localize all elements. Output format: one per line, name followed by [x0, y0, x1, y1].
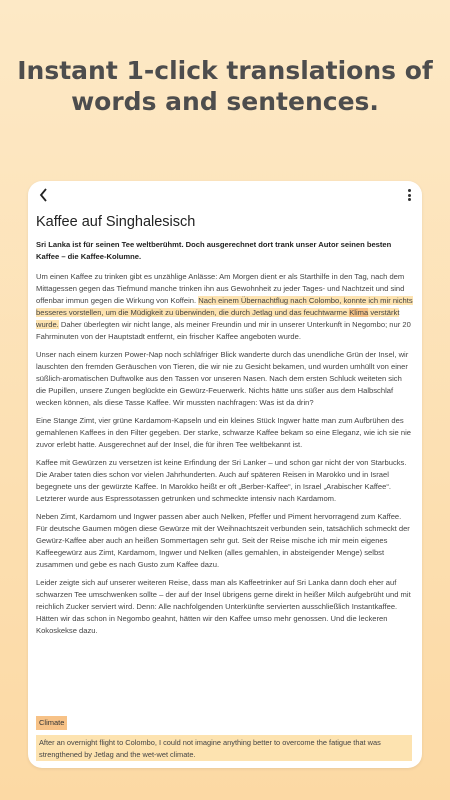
translation-panel [28, 711, 422, 768]
promo-headline-line-2: words and sentences. [71, 87, 379, 116]
reader-toolbar [28, 181, 422, 211]
promo-headline-line-1: Instant 1-click translations of [17, 56, 433, 85]
article-paragraph[interactable]: Neben Zimt, Kardamom und Ingwer passen aber auch Nelken, Pfeffer und Piment hervorragend zum Kaffee. Für deutsche Gaumen mögen diese Gewürze mit der Weihnachtszeit verbunden sein, tatsächlich schmeckt der Gewürz-Kaffee aber auch an heißen Sommertagen sehr gut. Seit der Reise mische ich mir mein eigenes Kaffeegewürz aus Zimt, Kardamom, Ingwer und Nelken (alles gemahlen, in absteigender Menge) selbst zusammen und gebe es nach Gusto zum Kaffee dazu. [36, 512, 410, 569]
article-paragraph [36, 271, 414, 343]
article-title: Kaffee auf Singhalesisch [36, 214, 196, 230]
paragraph-text[interactable]: Daher überlegten wir nicht lange, als meiner Freundin und mir in unserer Unterkunft in Negombo; nur 20 Fahrminuten von der Hauptstadt entfernt, ein frischer Kaffee angeboten wurde. [36, 320, 411, 341]
paragraph-text[interactable]: Um einen Kaffee zu trinken gibt es unzählige Anlässe: Am Morgen dient er als Starthilfe in den Tag, nach dem Mittagessen gegen das Tiefmund manche trinken ihn aus Gewohnheit zu jeder Tages- und Nachtzeit und sind offenbar immun gegen die Wirkung von Koffein. [36, 272, 405, 305]
reader-card [28, 181, 422, 768]
article-paragraph[interactable]: Eine Stange Zimt, vier grüne Kardamom-Kapseln und ein kleines Stück Ingwer hatte man zum Aufbrühen des gemahlenen Kaffees in den Filter gegeben. Der starke, schwarze Kaffee bekam so eine Eleganz, wie ich sie nie zuvor erlebt hatte. Ausgerechnet auf der Insel, die für ihren Tee weltbekannt ist. [36, 416, 411, 449]
article-paragraph[interactable]: Leider zeigte sich auf unserer weiteren Reise, dass man als Kaffeetrinker auf Sri Lanka dann doch eher auf schwarzen Tee umschwenken sollte – der auf der Insel übrigens gerne direkt in heißer Milch aufgebrüht und mit reichlich Zucker serviert wird. Denn: Alle nachfolgenden Unterkünfte servierten ausschließlich Instantkaffee. Hätten wir das schon in Negombo geahnt, hätten wir den Kaffee umso mehr genossen. Und die leckeren Kokoskekse dazu. [36, 578, 411, 635]
highlighted-sentence-text[interactable]: verstärkt wurde. [36, 308, 400, 329]
more-vertical-icon [408, 189, 411, 192]
article-lead: Sri Lanka ist für seinen Tee weltberühmt. Doch ausgerechnet dort trank unser Autor seinen besten Kaffee – die Kaffee-Kolumne. [36, 240, 392, 261]
article-paragraph[interactable]: Unser nach einem kurzen Power-Nap noch schläfriger Blick wanderte durch das unendliche Grün der Insel, wir lauschten den fremden Geräuschen von Tieren, die wir nie zu Gesicht bekamen, und wurden umhüllt von einer süßlich-aromatischen Duftwolke aus den Tassen vor unseren Nasen. Nach dem ersten Schluck weiteten sich die Pupillen, unsere Zungen beglückte ein Gewürz-Feuerwerk. Nichts hätte uns süßer aus dem Halbschlaf wecken können, als diese Tasse Kaffee. Wir mussten nachfragen: Was ist da drin? [36, 350, 409, 407]
article-body [36, 213, 414, 643]
word-translation[interactable]: Climate [36, 716, 67, 730]
highlighted-sentence-text[interactable]: Nach einem Übernachtflug nach Colombo, konnte ich mir nichts besseres vorstellen, um die Müdigkeit zu überwinden, die durch Jetlag und das feuchtwarme [36, 296, 413, 317]
back-button[interactable] [38, 187, 54, 205]
more-options-button[interactable] [406, 189, 412, 203]
chevron-left-icon [38, 187, 48, 203]
promo-headline [0, 55, 450, 117]
article-paragraph[interactable]: Kaffee mit Gewürzen zu versetzen ist keine Erfindung der Sri Lanker – und schon gar nicht der von Starbucks. Die Araber taten dies schon vor vielen Jahrhunderten. Auch auf späteren Reisen in Marokko und in Israel begegnete uns der gewürzte Kaffee. In Marokko heißt er oft „Berber-Kaffee“, in Israel „Arabischer Kaffee“. Letzterer wurde aus Espressotassen getrunken und schmeckte intensiv nach Kardamom. [36, 458, 407, 503]
sentence-translation[interactable]: After an overnight flight to Colombo, I could not imagine anything better to overcome the fatigue that was strengthened by Jetlag and the wet-wet climate. [36, 735, 412, 761]
selected-word[interactable]: Klima [349, 308, 369, 317]
